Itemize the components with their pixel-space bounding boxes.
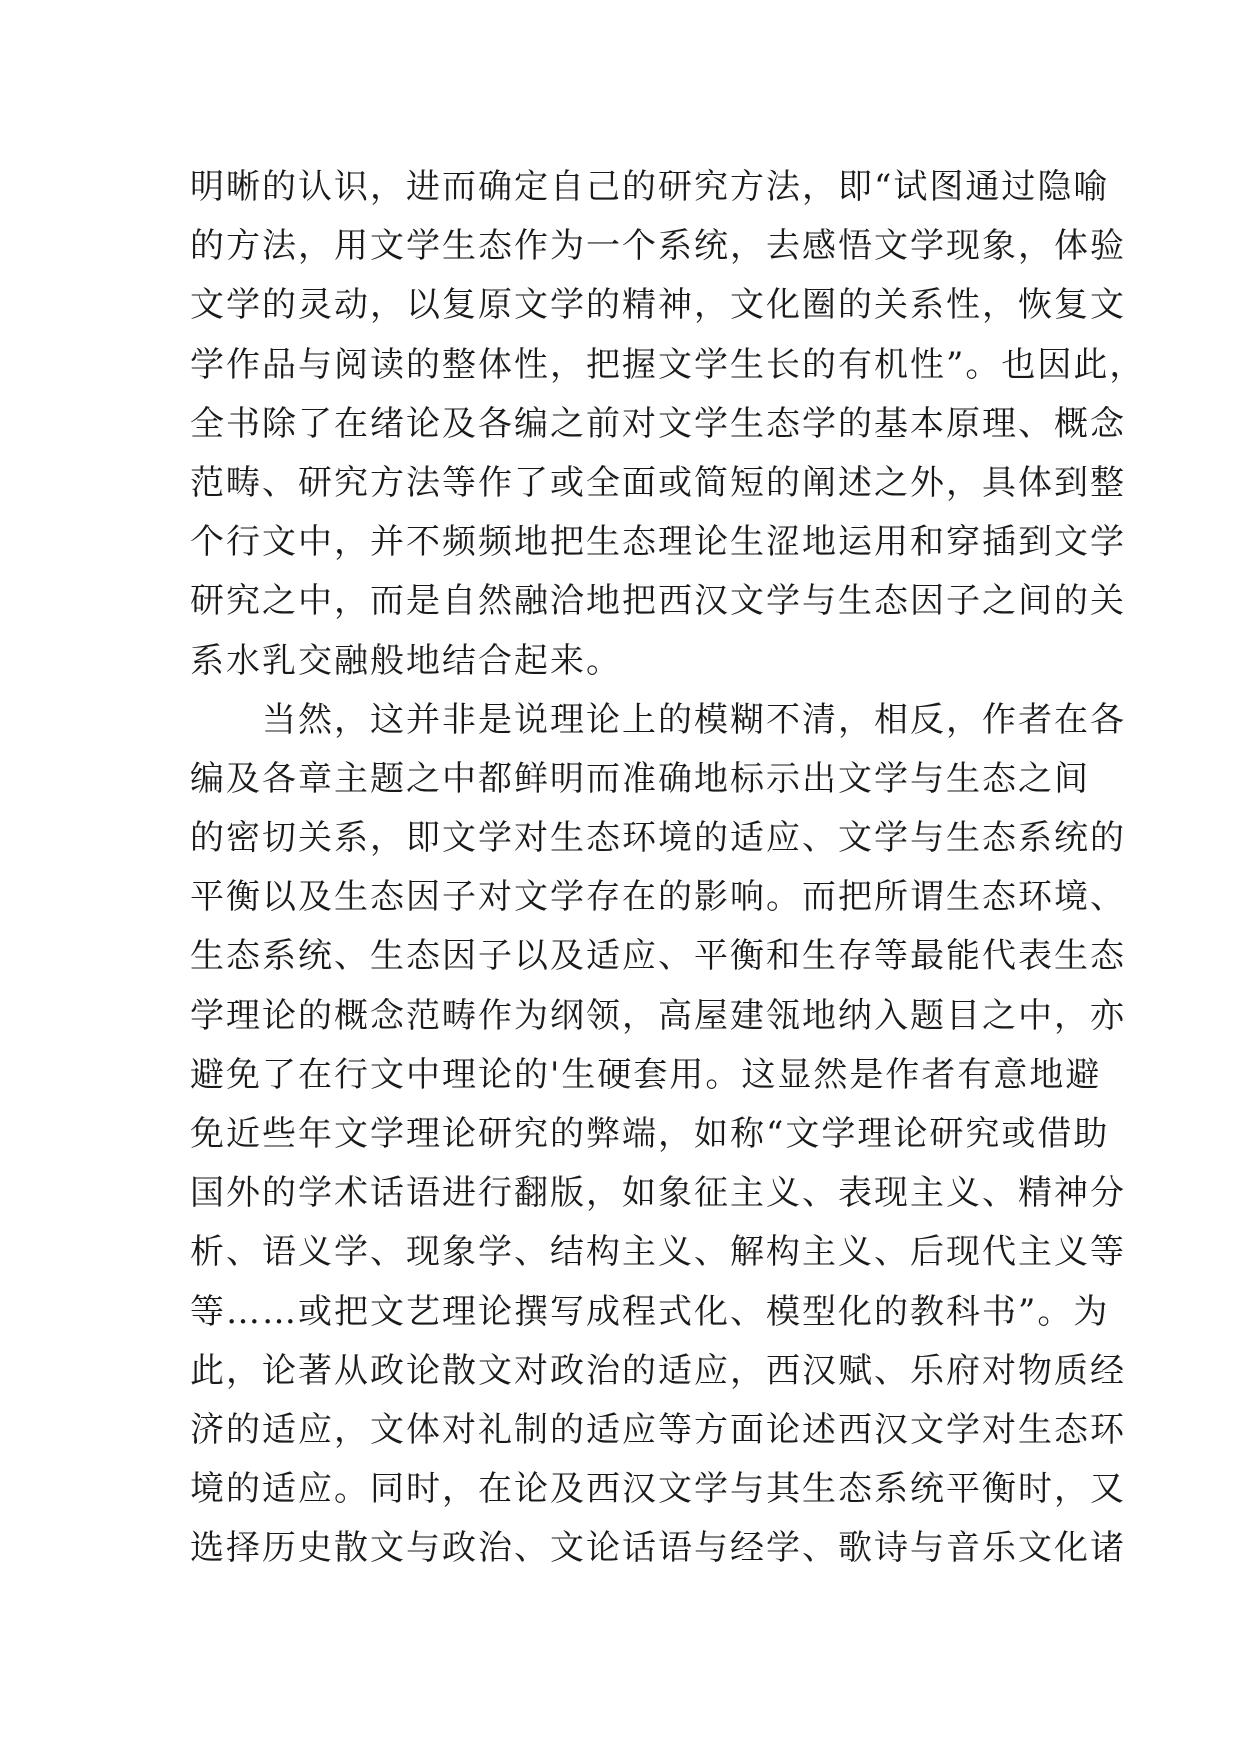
text-line: 免近些年文学理论研究的弊端，如称“文学理论研究或借助 [190, 1114, 1110, 1154]
text-line: 全书除了在绪论及各编之前对文学生态学的基本原理、概念 [190, 403, 1126, 444]
text-line: 当然，这并非是说理论上的模糊不清，相反，作者在各 [190, 699, 1126, 740]
text-line: 研究之中，而是自然融洽地把西汉文学与生态因子之间的关 [190, 581, 1126, 622]
text-line: 的方法，用文学生态作为一个系统，去感悟文学现象，体验 [190, 226, 1126, 267]
text-line: 选择历史散文与政治、文论话语与经学、歌诗与音乐文化诸 [190, 1528, 1126, 1569]
text-line: 个行文中，并不频频地把生态理论生涩地运用和穿插到文学 [190, 522, 1126, 563]
body-text [190, 158, 1146, 1579]
text-line: 避免了在行文中理论的'生硬套用。这显然是作者有意地避 [190, 1054, 1102, 1095]
text-line: 此，论著从政论散文对政治的适应，西汉赋、乐府对物质经 [190, 1350, 1126, 1391]
text-line: 编及各章主题之中都鲜明而准确地标示出文学与生态之间 [190, 758, 1090, 799]
paragraph-2 [190, 691, 1126, 1579]
text-line: 文学的灵动，以复原文学的精神，文化圈的关系性，恢复文 [190, 285, 1126, 326]
text-line: 系水乳交融般地结合起来。 [190, 640, 622, 681]
text-line: 生态系统、生态因子以及适应、平衡和生存等最能代表生态 [190, 936, 1126, 977]
text-line: 学作品与阅读的整体性，把握文学生长的有机性”。也因此， [190, 344, 1146, 385]
text-line: 析、语义学、现象学、结构主义、解构主义、后现代主义等 [190, 1232, 1126, 1273]
text-line: 济的适应，文体对礼制的适应等方面论述西汉文学对生态环 [190, 1409, 1126, 1450]
text-line: 明晰的认识，进而确定自己的研究方法，即“试图通过隐喻 [190, 167, 1110, 207]
text-line: 学理论的概念范畴作为纲领，高屋建瓴地纳入题目之中，亦 [190, 995, 1126, 1036]
text-line: 国外的学术话语进行翻版，如象征主义、表现主义、精神分 [190, 1173, 1126, 1214]
text-line: 的密切关系，即文学对生态环境的适应、文学与生态系统的 [190, 818, 1126, 859]
text-line: 平衡以及生态因子对文学存在的影响。而把所谓生态环境、 [190, 877, 1126, 918]
text-line: 等……或把文艺理论撰写成程式化、模型化的教科书”。为 [190, 1291, 1110, 1332]
paragraph-1 [190, 158, 1146, 691]
text-line: 境的适应。同时，在论及西汉文学与其生态系统平衡时，又 [190, 1469, 1126, 1510]
text-line: 范畴、研究方法等作了或全面或简短的阐述之外，具体到整 [190, 462, 1126, 503]
